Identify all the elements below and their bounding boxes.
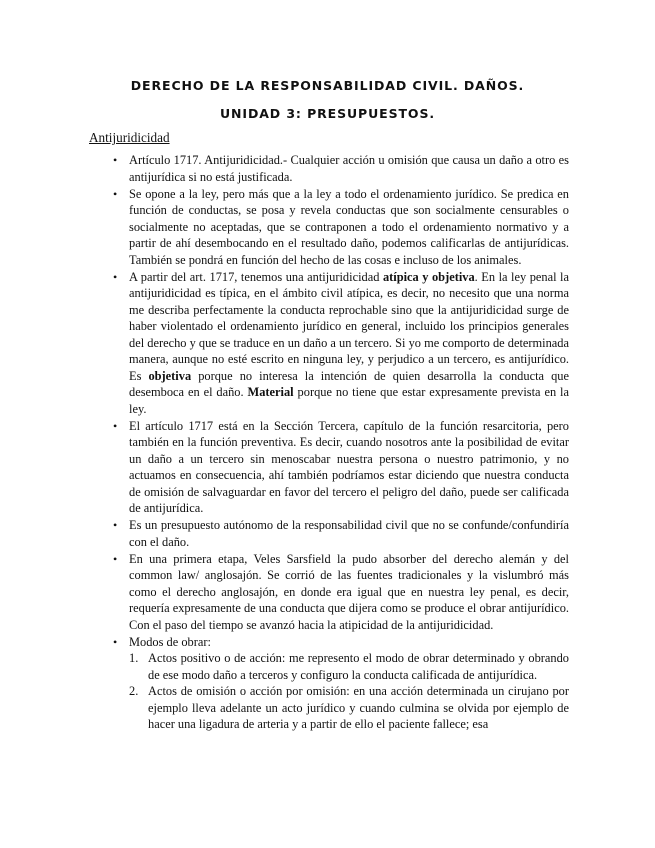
bullet-item-primera-etapa: [89, 551, 569, 634]
mode-item-omision: [129, 683, 569, 733]
bullet-item-se-opone: [89, 186, 569, 269]
bullet-text: Se opone a la ley, pero más que a la ley a todo el ordenamiento jurídico. Se predica en función de conductas, se posa y revela conductas que son socialmente censurables o socialmente no aceptadas, que se contraponen a todo el ordenamiento normativo y a partir de ahí desembocando en el resultado daño, podemos calificarlas de antijurídicas. También se pondrá en función del hecho de las cosas e incluso de los animales.: [129, 186, 569, 267]
bullet-text: El artículo 1717 está en la Sección Tercera, capítulo de la función resarcitoria, pero también en la función preventiva. Es decir, cuando nosotros ante la posibilidad de evitar un daño a un tercero sin menoscabar nuestra persona o nuestro patrimonio, y no actuamos en consecuencia, ahí también podríamos estar diciendo que nuestra conducta de omisión de salvaguardar en favor del tercero el peligro del daño, puede ser calificada de antijurídica.: [129, 418, 569, 515]
bullet-list: [89, 152, 569, 733]
bold-term-objetiva: objetiva: [148, 368, 192, 383]
bullet-icon: •: [113, 634, 118, 649]
bullet-item-presupuesto-autonomo: [89, 517, 569, 550]
list-number: 2.: [129, 684, 139, 698]
bullet-icon: •: [113, 551, 118, 566]
bullet-text: Modos de obrar:: [129, 634, 211, 649]
bullet-text: En una primera etapa, Veles Sarsfield la pudo absorber del derecho alemán y del common law/ anglosajón. Se corrió de las fuentes tradicionales y la vislumbró más como el derecho anglosajón, en donde era igual que en nuestra ley penal, es decir, requería expresamente de una conducta que dijera como se produce el obrar antijurídico. Con el paso del tiempo se avanzó hacia la atipicidad de la antijuridicidad.: [129, 551, 569, 632]
modes-list: [129, 650, 569, 733]
bullet-icon: •: [113, 518, 118, 532]
bullet-text: Es un presupuesto autónomo de la responsabilidad civil que no se confunde/confundiría con el daño.: [129, 518, 569, 549]
document-title: DERECHO DE LA RESPONSABILIDAD CIVIL. DAÑOS.: [130, 78, 525, 93]
bold-term-material: Material: [247, 385, 294, 399]
document-body: [89, 152, 569, 733]
bullet-icon: •: [113, 153, 118, 167]
section-heading-antijuridicidad: Antijuridicidad: [89, 130, 170, 145]
mode-text: Actos de omisión o acción por omisión: en una acción determinada un cirujano por ejemplo lleva adelante un acto jurídico y cuando culmina se olvida por ejemplo de hacer una ligadura de arteria y a partir de ello el paciente fallece; esa: [148, 684, 569, 731]
mode-item-accion: [129, 650, 569, 683]
bullet-text-part: porque no interesa la intención de quien desarrolla la conducta que desemboca en el daño.: [129, 368, 569, 399]
bullet-text-part: . En la ley penal la antijuridicidad es típica, en el ámbito civil atípica, es decir, no necesito que una norma me describa perfectamente la conducta reprochable sino que la antijuridicidad surge de haber violentado el ordenamiento jurídico en general, incluido los principios generales del derecho y que se traduce en un daño a un tercero. Si yo me comporto de determinada manera, aunque no esté escrito en ninguna ley, y perjudico a un tercero, es antijurídico. Es: [129, 269, 570, 383]
bullet-icon: •: [113, 269, 118, 284]
list-number: 1.: [129, 651, 139, 665]
bullet-item-atipica-objetiva: [89, 269, 569, 418]
bullet-item-seccion-tercera: [89, 418, 569, 517]
bullet-item-articulo-1717: [89, 152, 569, 185]
mode-text: Actos positivo o de acción: me represento el modo de obrar determinado y obrando de ese modo daño a terceros y configuro la conducta calificada de antijurídica.: [148, 651, 569, 682]
unit-title: UNIDAD 3: PRESUPUESTOS.: [219, 106, 436, 121]
bullet-text: Artículo 1717. Antijuridicidad.- Cualquier acción u omisión que causa un daño a otro es antijurídica si no está justificada.: [129, 153, 569, 184]
bullet-text-part: porque no tiene que estar expresamente prevista en la ley.: [129, 385, 569, 416]
bullet-text-part: A partir del art. 1717, tenemos una antijuridicidad: [129, 269, 383, 284]
bold-term-atipica-objetiva: atípica y objetiva: [382, 269, 475, 284]
bullet-icon: •: [113, 418, 118, 433]
bullet-icon: •: [113, 186, 118, 201]
bullet-item-modos-de-obrar: [89, 634, 569, 733]
